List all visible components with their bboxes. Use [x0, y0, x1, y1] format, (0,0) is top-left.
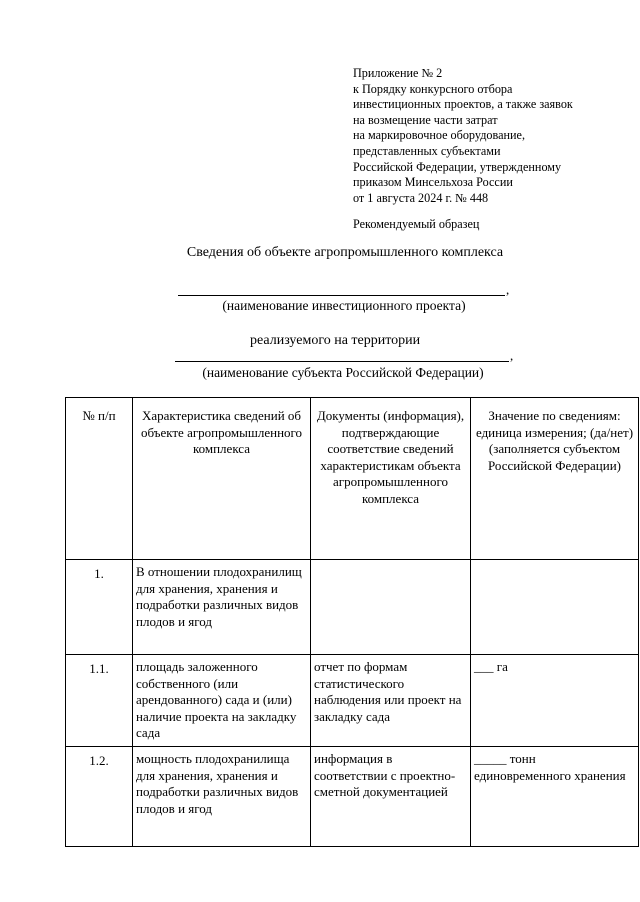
header-characteristic: Характеристика сведений об объекте агропромышленного комплекса — [133, 398, 311, 560]
row-number: 1.2. — [66, 747, 133, 847]
row-documents: отчет по формам статистического наблюдения или проект на закладку сада — [311, 655, 471, 747]
appendix-line: Приложение № 2 — [353, 66, 443, 80]
appendix-line: к Порядку конкурсного отбора — [353, 81, 513, 96]
project-comma: , — [506, 282, 510, 297]
object-info-table — [65, 397, 639, 847]
subject-comma: , — [510, 348, 514, 363]
table-row — [66, 655, 639, 747]
table-row — [66, 560, 639, 655]
territory-text: реализуемого на территории — [250, 333, 421, 348]
project-name-blank — [178, 295, 505, 296]
row-value: ___ га — [471, 655, 639, 747]
project-caption: (наименование инвестиционного проекта) — [222, 298, 466, 313]
row-value — [471, 560, 639, 655]
row-characteristic: В отношении плодохранилищ для хранения, хранения и подработки различных видов плодов и ягод — [133, 560, 311, 655]
row-value: _____ тонн единовременного хранения — [471, 747, 639, 847]
row-documents — [311, 560, 471, 655]
subject-caption: (наименование субъекта Российской Федерации) — [202, 365, 484, 380]
appendix-line: инвестиционных проектов, а также заявок — [353, 97, 573, 112]
appendix-line: на возмещение части затрат — [353, 112, 498, 127]
table-row — [66, 747, 639, 847]
header-value: Значение по сведениям: единица измерения; (да/нет) (заполняется субъектом Российской Федерации) — [471, 398, 639, 560]
row-documents: информация в соответствии с проектно-сметной документацией — [311, 747, 471, 847]
appendix-line: представленных субъектами — [353, 143, 501, 158]
appendix-block — [353, 66, 573, 206]
row-characteristic: мощность плодохранилища для хранения, хранения и подработки различных видов плодов и ягод — [133, 747, 311, 847]
appendix-line: Российской Федерации, утвержденному — [353, 159, 562, 174]
document-title: Сведения об объекте агропромышленного комплекса — [186, 245, 504, 260]
header-documents: Документы (информация), подтверждающие соответствие сведений характеристикам объекта агропромышленного комплекса — [311, 398, 471, 560]
appendix-line: приказом Минсельхоза России — [353, 175, 513, 190]
row-number: 1.1. — [66, 655, 133, 747]
subject-name-blank — [175, 361, 509, 362]
appendix-line: на маркировочное оборудование, — [353, 128, 525, 143]
row-characteristic: площадь заложенного собственного (или арендованного) сада и (или) наличие проекта на закладку сада — [133, 655, 311, 747]
appendix-line: от 1 августа 2024 г. № 448 — [353, 190, 489, 205]
table-header-row — [66, 398, 639, 560]
recommended-sample-label: Рекомендуемый образец — [353, 217, 480, 231]
row-number: 1. — [66, 560, 133, 655]
header-number: № п/п — [66, 398, 133, 560]
